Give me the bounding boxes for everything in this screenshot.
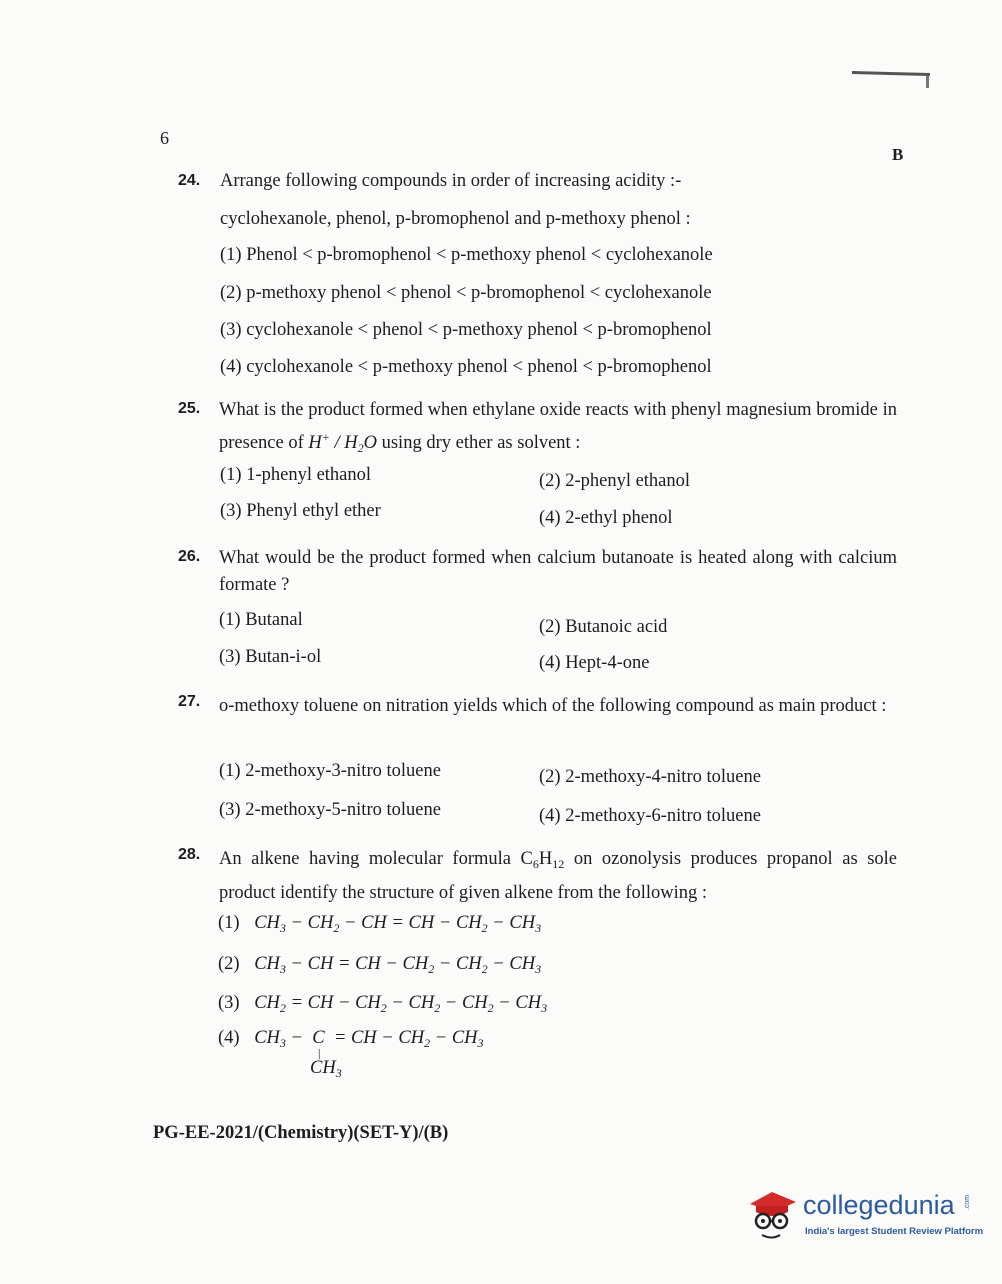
- question-28-option-1-label: (1): [218, 913, 240, 933]
- question-25-text-a: What is the product formed when ethylane oxide reacts with phenyl magnesium bromide in presence of: [219, 400, 897, 453]
- question-25-stem: [219, 397, 897, 462]
- paper-code-footer: PG-EE-2021/(Chemistry)(SET-Y)/(B): [153, 1123, 449, 1143]
- question-28-option-4-label: (4): [218, 1028, 240, 1048]
- question-27-number: 27.: [178, 693, 201, 710]
- question-27-option-3: (3) 2-methoxy-5-nitro toluene: [219, 800, 441, 820]
- collegedunia-mascot-icon: [742, 1180, 802, 1240]
- question-25-option-4: (4) 2-ethyl phenol: [539, 508, 673, 528]
- question-28-number: 28.: [178, 846, 201, 863]
- question-24-option-4: (4) cyclohexanole < p-methoxy phenol < phenol < p-bromophenol: [220, 357, 712, 377]
- question-28-stem: [219, 845, 897, 908]
- question-25-option-2: (2) 2-phenyl ethanol: [539, 471, 691, 491]
- question-25-number: 25.: [178, 400, 201, 417]
- question-25-formula: $H^+ / H_2O$: [308, 430, 377, 455]
- question-26-option-2: (2) Butanoic acid: [539, 617, 668, 637]
- question-28-text-a: An alkene having molecular formula: [219, 849, 511, 869]
- question-26-number: 26.: [178, 548, 201, 565]
- collegedunia-domain-suffix: .com: [964, 1194, 972, 1211]
- question-24-line-1: Arrange following compounds in order of increasing acidity :-: [220, 171, 682, 191]
- question-27-option-1: (1) 2-methoxy-3-nitro toluene: [219, 761, 441, 781]
- question-24-option-1: (1) Phenol < p-bromophenol < p-methoxy phenol < cyclohexanole: [220, 245, 713, 265]
- question-28-option-3: (3) $CH_2$ = CH − $CH_2 - CH_2 - CH_2 - CH_3$: [218, 993, 548, 1015]
- question-28-option-2-label: (2): [218, 954, 240, 974]
- question-25-text-b: using dry ether as solvent :: [381, 433, 581, 453]
- scan-artifact-tick: [926, 76, 929, 88]
- question-28-option-4-branch-methyl: $CH_3$: [310, 1058, 342, 1080]
- question-24-number: 24.: [178, 172, 201, 189]
- question-27-option-4: (4) 2-methoxy-6-nitro toluene: [539, 806, 761, 826]
- question-24-option-3: (3) cyclohexanole < phenol < p-methoxy phenol < p-bromophenol: [220, 320, 712, 340]
- question-28-option-2: (2) $CH_3$ − CH = CH − $CH_2 - CH_2 - CH_3$: [218, 954, 542, 976]
- page-number: 6: [160, 128, 169, 148]
- collegedunia-tagline: India's largest Student Review Platform: [805, 1226, 984, 1237]
- question-26-stem: What would be the product formed when calcium butanoate is heated along with calcium formate ?: [219, 548, 897, 595]
- set-letter: B: [892, 145, 904, 164]
- question-28-option-3-label: (3): [218, 993, 240, 1013]
- question-28-option-4: (4) $CH_3 - C$ = CH − $CH_2 - CH_3$: [218, 1028, 484, 1050]
- question-27-stem: o-methoxy toluene on nitration yields which of the following compound as main product :: [219, 696, 887, 716]
- question-27-option-2: (2) 2-methoxy-4-nitro toluene: [539, 767, 761, 787]
- question-26-option-4: (4) Hept-4-one: [539, 653, 650, 673]
- question-24-line-2: cyclohexanole, phenol, p-bromophenol and p-methoxy phenol :: [220, 209, 691, 229]
- question-25-option-3: (3) Phenyl ethyl ether: [220, 501, 381, 521]
- scan-artifact-line: [852, 71, 930, 76]
- question-26-option-3: (3) Butan-i-ol: [219, 647, 322, 667]
- question-26-option-1: (1) Butanal: [219, 610, 303, 630]
- question-25-option-1: (1) 1-phenyl ethanol: [220, 465, 372, 485]
- question-24-option-2: (2) p-methoxy phenol < phenol < p-bromophenol < cyclohexanole: [220, 283, 712, 303]
- question-28-formula: $C_6H_{12}$: [520, 849, 565, 871]
- collegedunia-brand-name: collegedunia: [803, 1190, 955, 1220]
- question-28-option-4-branch-bond: |: [318, 1046, 321, 1060]
- question-28-text-b: on ozonolysis produces propanol as sole product identify the structure of given alkene from the following :: [219, 849, 898, 903]
- question-28-option-1: (1) $CH_3 - CH_2$ − CH = CH − $CH_2 - CH_3$: [218, 913, 542, 935]
